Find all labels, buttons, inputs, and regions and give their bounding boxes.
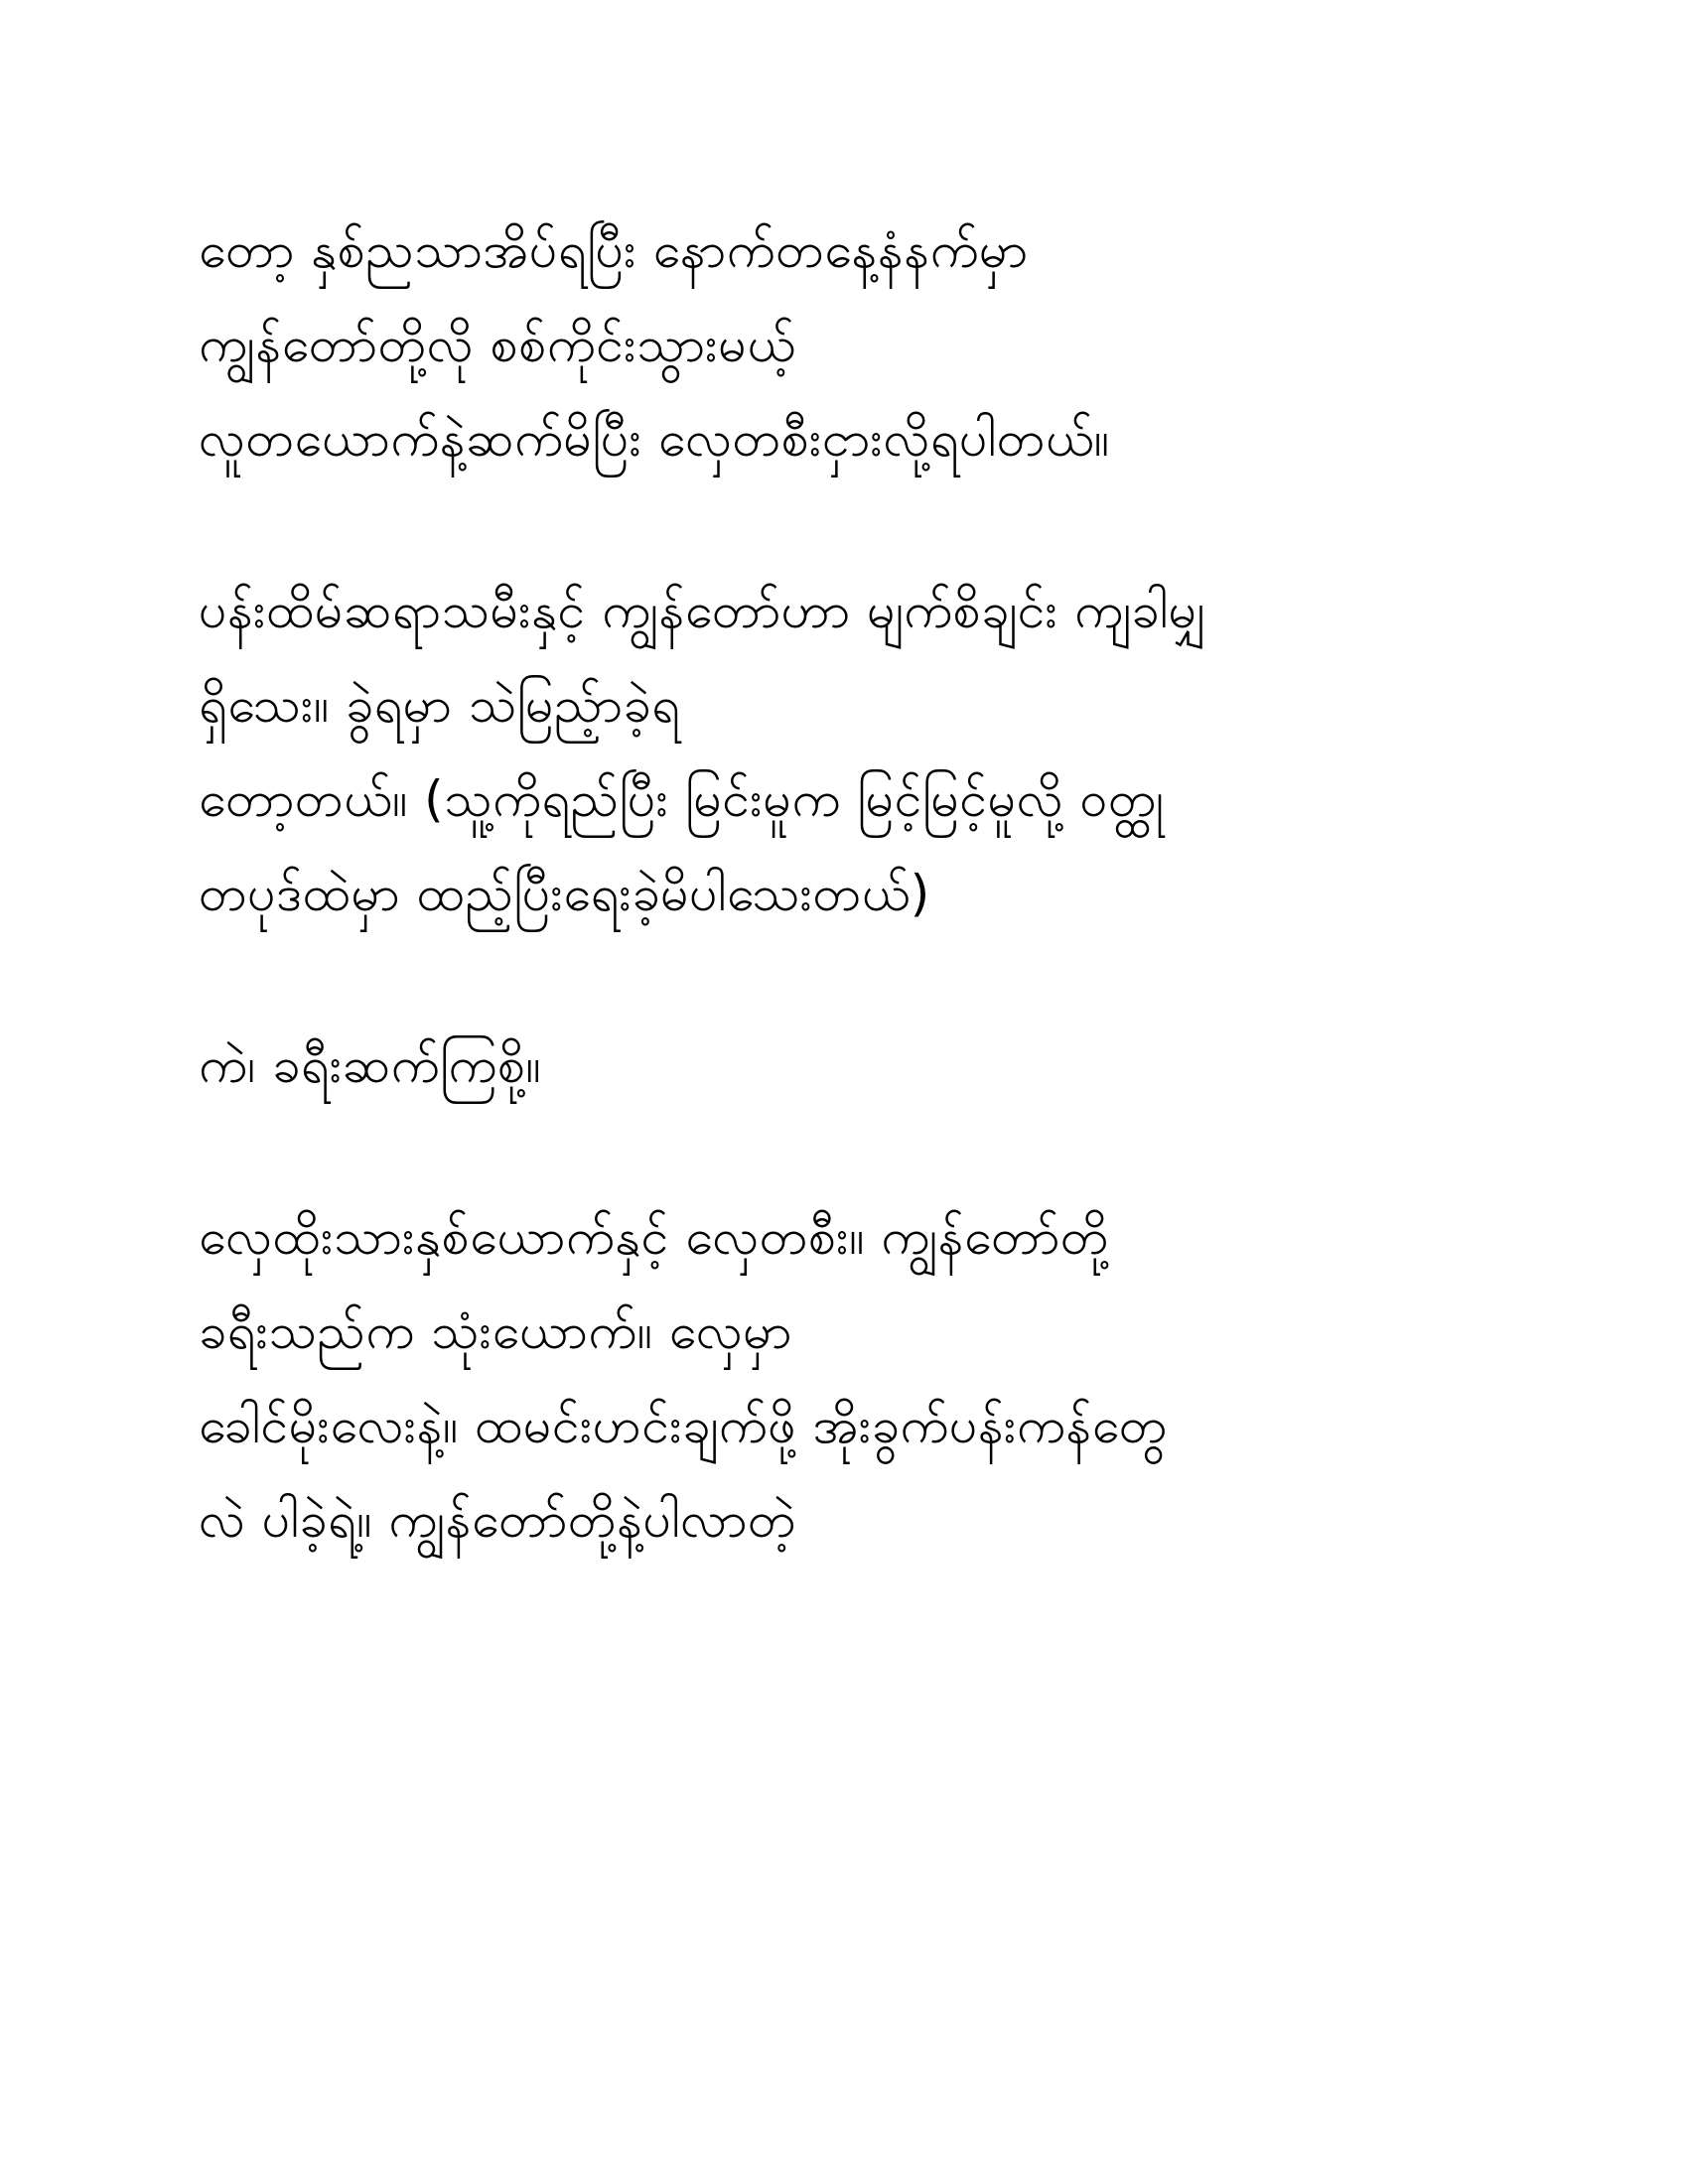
text-line: တော့တယ်။ (သူ့ကိုရည်ပြီး မြင်းမူက မြင့်မြင့်မူလို့ ဝတ္ထု <box>199 770 1165 828</box>
text-line: ကဲ၊ ခရီးဆက်ကြစို့။ <box>199 1036 542 1094</box>
text-line: ခရီးသည်က သုံးယောက်။ လှေမှာ <box>199 1302 792 1360</box>
paragraph-1 <box>199 204 1509 486</box>
text-line: လူတယောက်နဲ့ဆက်မိပြီး လှေတစီးငှားလို့ရပါတယ်။ <box>199 410 1110 468</box>
paragraph-3 <box>199 1019 1509 1113</box>
document-body <box>199 204 1509 1645</box>
paragraph-4 <box>199 1190 1509 1568</box>
text-line: ပန်းထိမ်ဆရာသမီးနှင့် ကျွန်တော်ဟာ မျက်စိချင်း ကျခါမျှ <box>199 582 1207 639</box>
paragraph-2 <box>199 564 1509 941</box>
text-line: လှေထိုးသားနှစ်ယောက်နှင့် လှေတစီး။ ကျွန်တော်တို့ <box>199 1208 1110 1266</box>
text-line: တပုဒ်ထဲမှာ ထည့်ပြီးရေးခဲ့မိပါသေးတယ်) <box>199 865 930 922</box>
text-line: လဲ ပါခဲ့ရဲ့။ ကျွန်တော်တို့နဲ့ပါလာတဲ့ <box>199 1491 797 1549</box>
text-line: တော့ နှစ်ညသာအိပ်ရပြီး နောက်တနေ့နံနက်မှာ <box>199 221 1029 279</box>
text-line: ရှိသေး။ ခွဲရမှာ သဲမြည့်ာခဲ့ရ <box>199 676 681 734</box>
text-line: ခေါင်မိုးလေးနဲ့။ ထမင်းဟင်းချက်ဖို့ အိုးခွက်ပန်းကန်တွေ <box>199 1397 1169 1454</box>
text-line: ကျွန်တော်တို့လို စစ်ကိုင်းသွားမယ့် <box>199 316 796 373</box>
